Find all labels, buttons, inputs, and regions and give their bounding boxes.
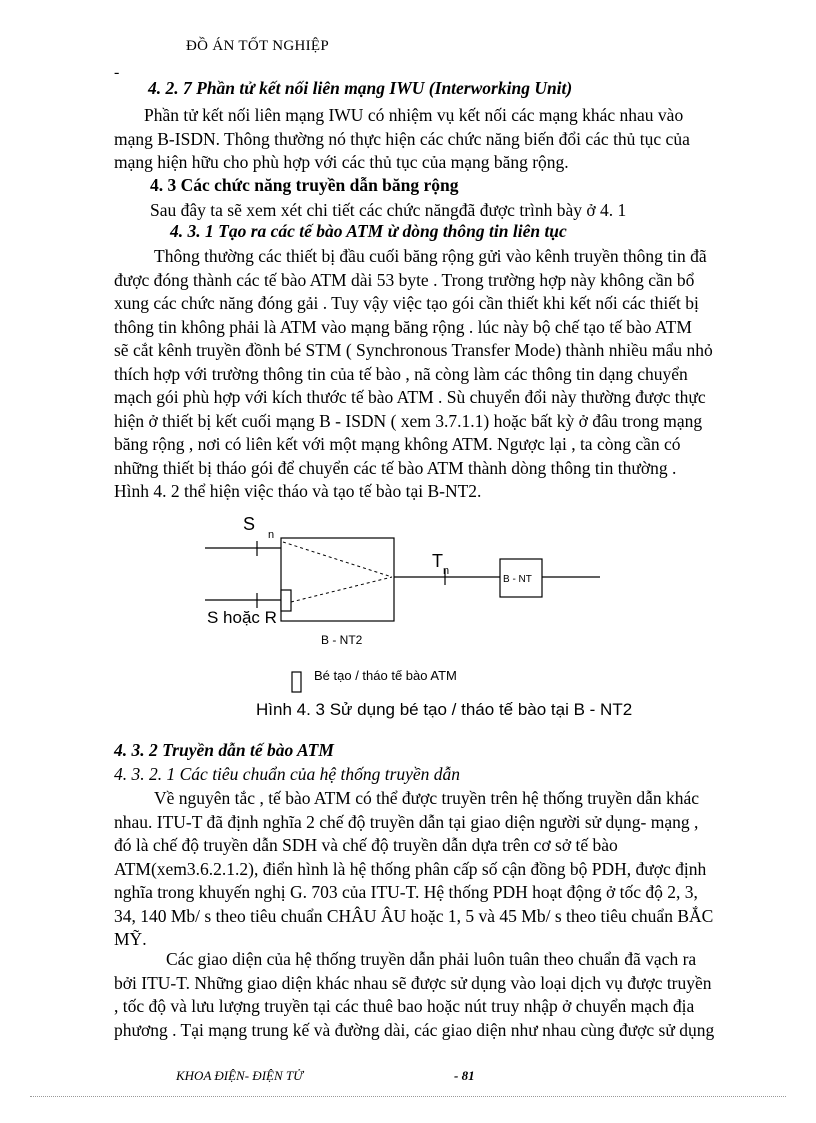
paragraph-line: Phần tử kết nối liên mạng IWU có nhiệm vụ kết nối các mạng khác nhau vào: [144, 105, 684, 125]
label-sn-main: S: [243, 514, 256, 534]
footer-page-number: - 81: [454, 1068, 475, 1083]
paragraph-line: 34, 140 Mb/ s theo tiêu chuẩn CHÂU ÂU hoặc 1, 5 và 45 Mb/ s theo tiêu chuẩn BẮC: [114, 905, 714, 926]
paragraph-line: sẽ cắt kênh truyền đồnh bé STM ( Synchronous Transfer Mode) thành nhiều mẩu nhỏ: [114, 340, 713, 360]
section-4-3-2-paragraph-2: [114, 948, 764, 1042]
paragraph-line: phương . Tại mạng trung kế và đường dài, các giao diện như nhau cùng được sử dụng: [114, 1019, 715, 1040]
funnel-line-top: [283, 542, 392, 577]
paragraph-line: ATM(xem3.6.2.1.2), điển hình là hệ thống phân cấp số cận đồng bộ PDH, được định: [114, 858, 707, 879]
label-sn-sub: n: [268, 529, 275, 541]
figure-caption: Hình 4. 3 Sử dụng bé tạo / tháo tế bào tại B - NT2: [256, 700, 633, 719]
label-s-or-r: S hoặc R: [207, 608, 277, 627]
label-bnt: B - NT: [503, 574, 532, 585]
section-4-3-2-paragraph-1: [114, 787, 764, 952]
paragraph-line: những thiết bị tháo gói để chuyển các tế bào ATM thành dòng thông tin thường .: [114, 457, 677, 478]
label-tn-sub: n: [443, 565, 450, 577]
section-subheading-4-3-2-1: 4. 3. 2. 1 Các tiêu chuẩn của hệ thống truyền dẫn: [114, 764, 461, 784]
page-header: ĐỒ ÁN TỐT NGHIỆP: [186, 38, 329, 54]
section-heading-4-2-7: 4. 2. 7 Phần tử kết nối liên mạng IWU (Interworking Unit): [148, 78, 573, 98]
paragraph-line: Các giao diện của hệ thống truyền dẫn phải luôn tuân theo chuẩn đã vạch ra: [166, 949, 697, 969]
paragraph-line: thích hợp với trường thông tin của tế bào , nã còng làm các thông tin dạng chuyển: [114, 363, 688, 384]
section-heading-4-3-1: 4. 3. 1 Tạo ra các tế bào ATM ừ dòng thông tin liên tục: [170, 221, 567, 241]
paragraph-line: xung các chức năng đóng gải . Tuy vậy việc tạo gói cần thiết khi kết nối các thiết bị: [114, 293, 699, 313]
legend-symbol: [292, 672, 301, 692]
section-4-3-intro: Sau đây ta sẽ xem xét chi tiết các chức năngđã được trình bày ở 4. 1: [150, 200, 627, 220]
bnt2-box: [281, 538, 394, 621]
paragraph-line: bởi ITU-T. Những giao diện khác nhau sẽ được sử dụng vào loại dịch vụ được truyền: [114, 972, 712, 993]
label-tn-main: T: [432, 551, 443, 571]
section-4-3-1-paragraph: [114, 245, 764, 504]
paragraph-line: nhau. ITU-T đã định nghĩa 2 chế độ truyền dẫn tại giao diện người sử dụng- mạng ,: [114, 811, 699, 832]
paragraph-line: được đóng thành các tế bào ATM dài 53 byte . Trong trường hợp này không cần bổ: [114, 269, 695, 290]
section-4-2-7-paragraph: [114, 104, 764, 175]
paragraph-line: hiện ở thiết bị kết cuối mạng B - ISDN ( xem 3.7.1.1) hoặc bất kỳ ở đâu trong mạng: [114, 410, 703, 431]
footer-department: KHOA ĐIỆN- ĐIỆN TỬ: [176, 1068, 303, 1083]
paragraph-line: mạng B-ISDN. Thông thường nó thực hiện các chức năng biến đổi các thủ tục của: [114, 128, 690, 149]
footer-divider: [30, 1096, 786, 1097]
paragraph-line: Hình 4. 2 thể hiện việc tháo và tạo tế bào tại B-NT2.: [114, 481, 482, 501]
header-dash: -: [114, 64, 120, 81]
cell-assembler-box: [281, 590, 291, 611]
legend-text: Bé tạo / tháo tế bào ATM: [314, 668, 457, 683]
funnel-line-bottom: [291, 577, 392, 602]
paragraph-line: nghĩa trong khuyến nghị G. 703 của ITU-T. Hệ thống PDH hoạt động ở tốc độ 2, 3,: [114, 882, 698, 902]
paragraph-line: , tốc độ và lưu lượng truyền tại các thuê bao hoặc nút truy nhập ở chuyển mạch địa: [114, 996, 695, 1016]
bnt2-diagram: [0, 505, 816, 720]
paragraph-line: MỸ.: [114, 929, 147, 949]
label-sn: [243, 514, 255, 534]
label-bnt2: B - NT2: [321, 633, 363, 647]
paragraph-line: băng rộng , nơi có liên kết với một mạng không ATM. Ngược lại , ta còng cần có: [114, 434, 681, 454]
section-heading-4-3-2: 4. 3. 2 Truyền dẫn tế bào ATM: [114, 740, 334, 760]
paragraph-line: Thông thường các thiết bị đầu cuối băng rộng gửi vào kênh truyền thông tin đã: [154, 246, 707, 266]
paragraph-line: thông tin không phải là ATM vào mạng băng rộng . lúc này bộ chế tạo tế bào ATM: [114, 316, 692, 337]
paragraph-line: mạng hiện hữu cho phù hợp với các thủ tục của mạng băng rộng.: [114, 152, 569, 172]
label-tn: [432, 551, 443, 571]
section-heading-4-3: 4. 3 Các chức năng truyền dẫn băng rộng: [150, 175, 459, 195]
paragraph-line: đó là chế độ truyền dẫn SDH và chế độ truyền dẫn dựa trên cơ sở tế bào: [114, 835, 618, 855]
paragraph-line: Về nguyên tắc , tế bào ATM có thể được truyền trên hệ thống truyền dẫn khác: [154, 788, 700, 808]
paragraph-line: mạch gói phù hợp với kích thước tế bào ATM . Sù chuyển đổi này thường được thực: [114, 387, 706, 407]
